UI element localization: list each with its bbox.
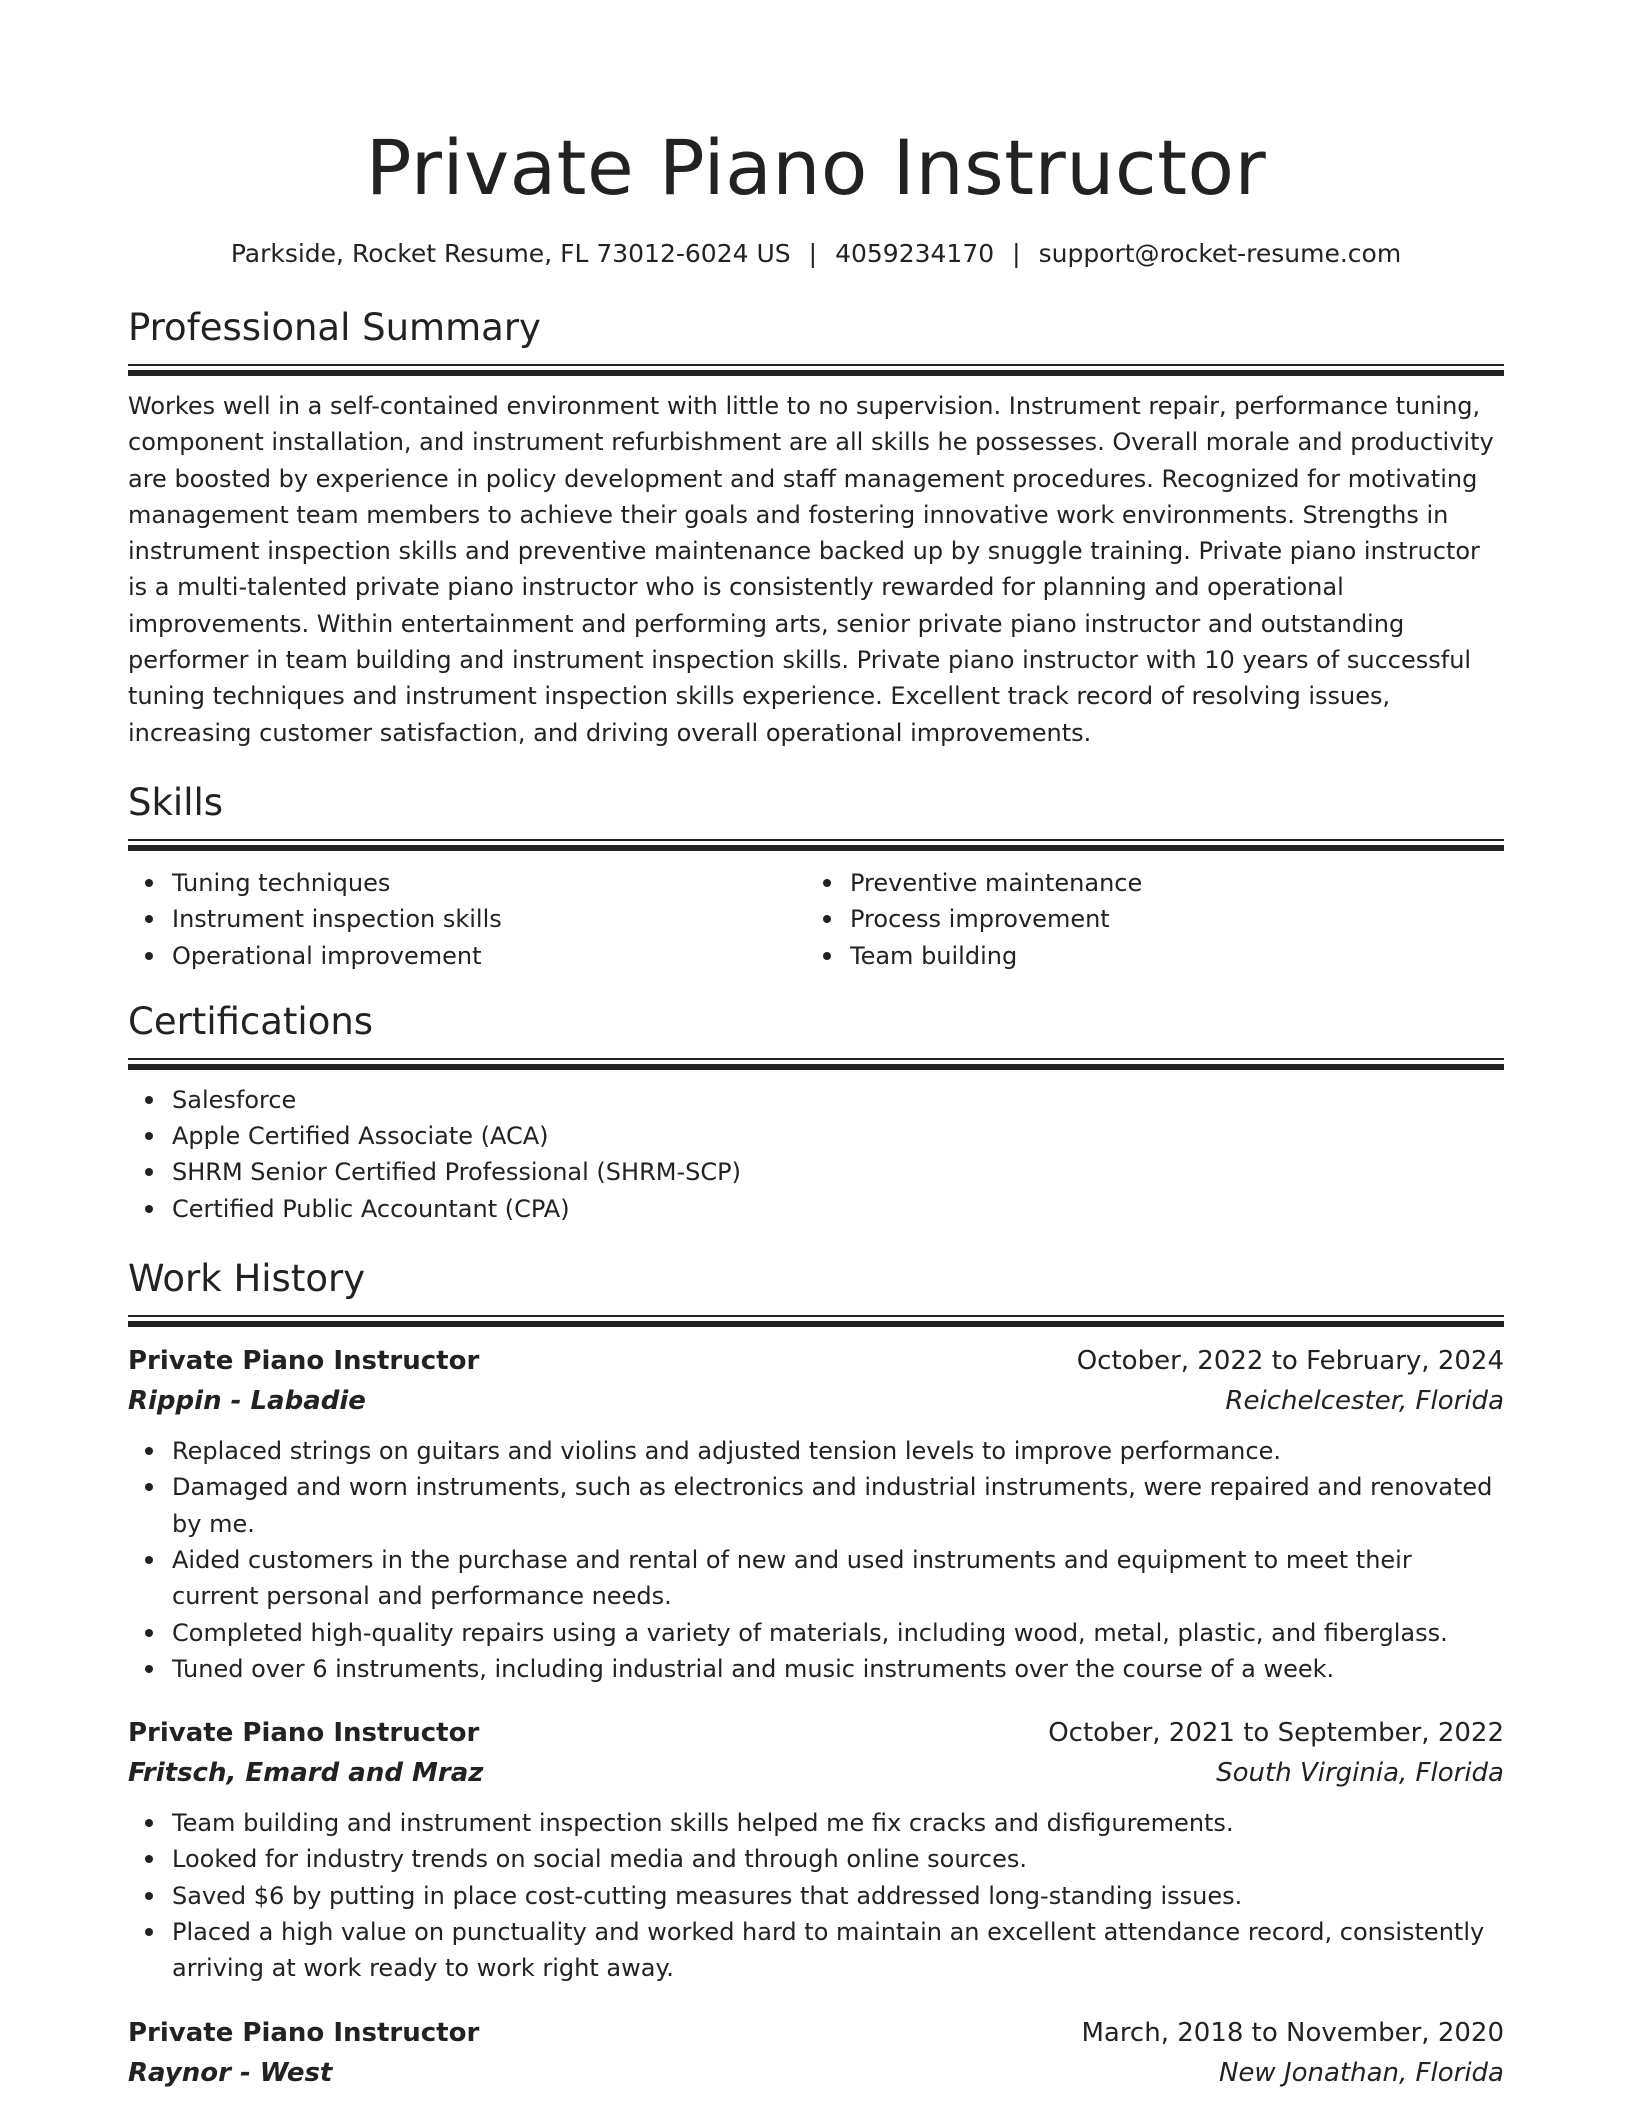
skill-item: Preventive maintenance xyxy=(850,865,1484,901)
skill-item: Team building xyxy=(850,938,1484,974)
job-location: New Jonathan, Florida xyxy=(1218,2057,1504,2088)
job-title: Private Piano Instructor xyxy=(128,1346,480,1377)
section-divider xyxy=(128,364,1504,376)
job-entry xyxy=(128,1341,1504,1687)
job-dates: March, 2018 to November, 2020 xyxy=(1081,2017,1504,2048)
section-divider xyxy=(128,1315,1504,1327)
summary-text: Workes well in a self-contained environment with little to no supervision. Instrument repair, performance tuning, component installation, and instrument refurbishment are all skills he possesses. Overall morale and productivity are boosted by experience in policy development and staff management procedures. Recognized for motivating management team members to achieve their goals and fostering innovative work environments. Strengths in instrument inspection skills and preventive maintenance backed up by snuggle training. Private piano instructor is a multi-talented private piano instructor who is consistently rewarded for planning and operational improvements. Within entertainment and performing arts, senior private piano instructor and outstanding performer in team building and instrument inspection skills. Private piano instructor with 10 years of successful tuning techniques and instrument inspection skills experience. Excellent track record of resolving issues, increasing customer satisfaction, and driving overall operational improvements. xyxy=(128,392,1494,747)
skills-title: Skills xyxy=(128,780,224,824)
job-location: South Virginia, Florida xyxy=(1216,1758,1504,1789)
work-history-section xyxy=(128,1255,1504,2093)
skill-item: Operational improvement xyxy=(172,938,806,974)
contact-email: support@rocket-resume.com xyxy=(1038,239,1402,268)
certification-item: SHRM Senior Certified Professional (SHRM-SCP) xyxy=(172,1154,1504,1190)
job-bullet: Damaged and worn instruments, such as electronics and industrial instruments, were repaired and renovated by me. xyxy=(172,1469,1504,1542)
section-divider xyxy=(128,839,1504,851)
job-entry xyxy=(128,1713,1504,1986)
summary-section xyxy=(128,304,1504,751)
job-bullet: Completed high-quality repairs using a variety of materials, including wood, metal, plastic, and fiberglass. xyxy=(172,1615,1504,1651)
contact-line xyxy=(128,236,1504,272)
job-bullet: Looked for industry trends on social media and through online sources. xyxy=(172,1841,1504,1877)
job-title: Private Piano Instructor xyxy=(128,1718,480,1749)
job-entry xyxy=(128,2013,1504,2093)
job-bullet: Tuned over 6 instruments, including industrial and music instruments over the course of a week. xyxy=(172,1651,1504,1687)
job-title: Private Piano Instructor xyxy=(128,2017,480,2048)
resume-page xyxy=(128,0,1504,2093)
certifications-section xyxy=(128,998,1504,1227)
work-history-title: Work History xyxy=(128,1257,366,1301)
skill-item: Process improvement xyxy=(850,901,1484,937)
contact-separator: | xyxy=(1012,239,1021,268)
section-divider xyxy=(128,1058,1504,1070)
certification-item: Apple Certified Associate (ACA) xyxy=(172,1118,1504,1154)
job-dates: October, 2021 to September, 2022 xyxy=(1048,1718,1504,1749)
summary-title: Professional Summary xyxy=(128,306,541,349)
skills-columns xyxy=(128,865,1504,974)
job-location: Reichelcester, Florida xyxy=(1225,1386,1504,1417)
contact-separator: | xyxy=(808,239,818,268)
certifications-title: Certifications xyxy=(128,999,374,1043)
contact-address: Parkside, Rocket Resume, FL 73012-6024 US xyxy=(230,239,791,268)
skills-section xyxy=(128,779,1504,974)
job-bullet: Replaced strings on guitars and violins and adjusted tension levels to improve performance. xyxy=(172,1433,1504,1469)
certification-item: Certified Public Accountant (CPA) xyxy=(172,1191,1504,1227)
resume-name: Private Piano Instructor xyxy=(365,123,1267,212)
job-bullet: Aided customers in the purchase and rental of new and used instruments and equipment to meet their current personal and performance needs. xyxy=(172,1542,1504,1615)
certifications-list xyxy=(128,1082,1504,1227)
job-bullet: Placed a high value on punctuality and worked hard to maintain an excellent attendance record, consistently arriving at work ready to work right away. xyxy=(172,1914,1504,1987)
job-bullet: Saved $6 by putting in place cost-cutting measures that addressed long-standing issues. xyxy=(172,1878,1504,1914)
contact-phone: 4059234170 xyxy=(835,239,995,268)
job-company: Rippin - Labadie xyxy=(128,1386,366,1417)
job-bullet: Team building and instrument inspection skills helped me fix cracks and disfigurements. xyxy=(172,1805,1504,1841)
job-company: Fritsch, Emard and Mraz xyxy=(128,1758,484,1789)
skills-column-left xyxy=(128,865,806,974)
skills-column-right xyxy=(806,865,1484,974)
job-bullets xyxy=(128,1805,1504,1986)
skill-item: Instrument inspection skills xyxy=(172,901,806,937)
skill-item: Tuning techniques xyxy=(172,865,806,901)
certification-item: Salesforce xyxy=(172,1082,1504,1118)
job-bullets xyxy=(128,1433,1504,1687)
job-company: Raynor - West xyxy=(128,2057,333,2088)
job-dates: October, 2022 to February, 2024 xyxy=(1076,1346,1504,1377)
